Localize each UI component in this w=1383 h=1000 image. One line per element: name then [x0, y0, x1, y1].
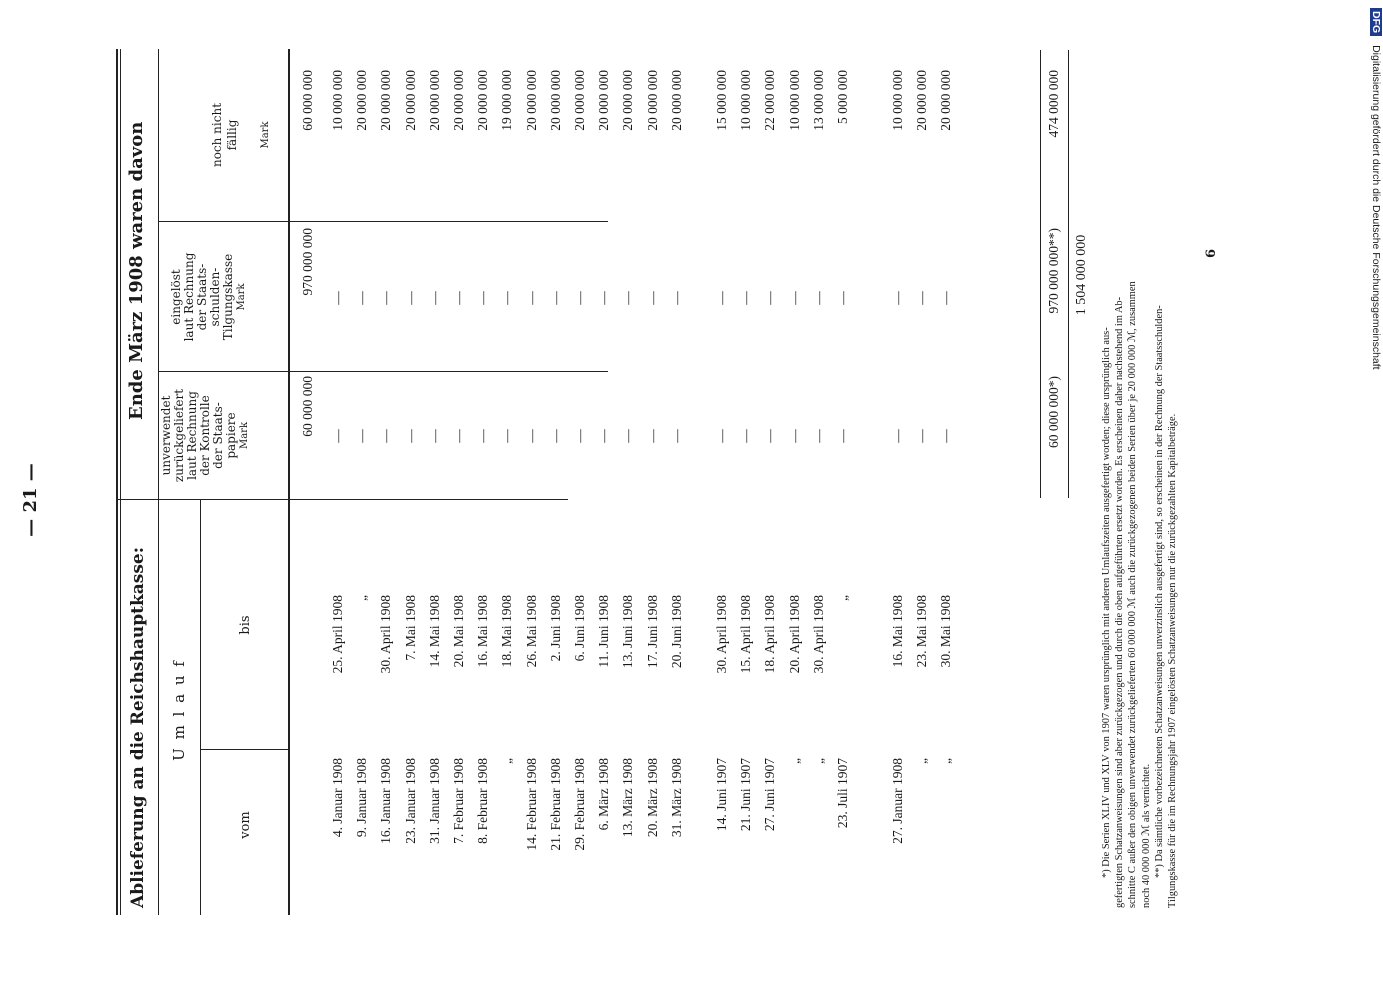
cell-eingeloest: —: [914, 291, 930, 305]
cell-nicht-faellig: 20 000 000: [426, 70, 442, 131]
cell-nicht-faellig: 10 000 000: [738, 70, 754, 131]
cell-bis: 14. Mai 1908: [426, 595, 442, 668]
cell-unverwendet: —: [426, 429, 442, 443]
cell-unverwendet: —: [596, 429, 612, 443]
cell-nicht-faellig: 13 000 000: [810, 70, 826, 131]
cell-vom: 16. Januar 1908: [378, 758, 394, 844]
cell-bis: 20. Mai 1908: [451, 595, 466, 668]
footnote-2a: **) Da sämtliche vorbezeichneten Schatzanweisungen unverzinslich ausgefertigt sind, so erscheinen in der Rechnung der Staatsschulden-: [1153, 305, 1165, 878]
cell-nicht-faellig: 20 000 000: [620, 70, 636, 131]
cell-unverwendet: —: [786, 429, 802, 443]
cell-unverwendet: —: [938, 429, 954, 443]
grand-total: 1 504 000 000: [1074, 234, 1089, 316]
cell-nicht-faellig: 10 000 000: [786, 70, 802, 131]
cell-eingeloest: —: [668, 291, 684, 305]
cell-nicht-faellig: 10 000 000: [890, 70, 905, 131]
cell-vom: 6. März 1908: [596, 758, 612, 831]
cell-unverwendet: —: [835, 429, 850, 443]
cell-vom: 14. Februar 1908: [523, 758, 539, 851]
cell-eingeloest: —: [426, 291, 442, 305]
cell-eingeloest: —: [938, 291, 954, 305]
footnote-1d: noch 40 000 000 ℳ als vernichtet.: [1140, 763, 1152, 908]
cell-bis: 26. Mai 1908: [523, 595, 539, 668]
top-rule-thin: [120, 49, 121, 915]
cell-vom: „: [938, 758, 954, 764]
cell-unverwendet: —: [738, 429, 754, 443]
cell-eingeloest: —: [644, 291, 660, 305]
cell-vom: „: [914, 758, 930, 764]
cell-unverwendet: —: [762, 429, 778, 443]
cell-unverwendet: —: [810, 429, 826, 443]
cell-eingeloest: —: [330, 291, 345, 305]
cell-eingeloest: —: [738, 291, 754, 305]
cell-nicht-faellig: 20 000 000: [378, 70, 394, 131]
total-eingeloest: 970 000 000**): [1046, 228, 1061, 314]
cell-nicht-faellig: 20 000 000: [596, 70, 612, 131]
cell-eingeloest: —: [714, 291, 729, 305]
cell-bis: 13. Juni 1908: [620, 595, 636, 669]
top-rule: [116, 49, 118, 915]
cell-eingeloest: —: [835, 291, 850, 305]
cell-eingeloest: —: [499, 291, 515, 305]
col-nicht-faellig-header: noch nicht fällig Mark: [210, 102, 271, 168]
total-nicht-faellig: 474 000 000: [1046, 70, 1061, 138]
bis-label: bis: [238, 615, 253, 635]
cell-bis: 23. Mai 1908: [914, 595, 930, 668]
footnote-1c: schnitte C außer den obigen unverwendet zurückgelieferten 60 000 000 ℳ auch die zurückgezogenen beiden Serien über je 20 000 000 ℳ, zusammen: [1127, 281, 1139, 908]
cell-unverwendet: —: [668, 429, 684, 443]
cell-unverwendet: —: [354, 429, 370, 443]
page-number-row: — 21 —: [20, 463, 41, 537]
vom-label: vom: [238, 811, 253, 839]
cell-nicht-faellig: 20 000 000: [914, 70, 930, 131]
cell-vom: 8. Februar 1908: [475, 758, 491, 844]
cell-nicht-faellig: 20 000 000: [668, 70, 684, 131]
cell-eingeloest: —: [402, 291, 418, 305]
cell-vom: 23. Juli 1907: [835, 758, 850, 829]
cell-eingeloest: —: [620, 291, 636, 305]
cell-bis: 15. April 1908: [738, 595, 754, 674]
cell-bis: 20. Juni 1908: [668, 595, 684, 669]
cell-eingeloest: —: [890, 291, 905, 305]
cell-vom: „: [786, 758, 802, 764]
header-bottom-rule: [288, 49, 290, 915]
dfg-sidebar: [1362, 8, 1382, 980]
page-number: 21: [20, 487, 41, 513]
cell-nicht-faellig: 20 000 000: [547, 70, 563, 131]
cell-nicht-faellig: 5 000 000: [835, 70, 850, 124]
umlauf-rule: [200, 500, 201, 915]
cell-eingeloest: —: [354, 291, 370, 305]
total-unverwendet: 60 000 000*): [1046, 376, 1061, 448]
cell-bis: 30. April 1908: [714, 595, 729, 674]
cell-vom: 4. Januar 1908: [330, 758, 345, 838]
cell-unverwendet: —: [620, 429, 636, 443]
cell-bis: 11. Juni 1908: [596, 595, 612, 668]
cell-nicht-faellig: 20 000 000: [475, 70, 491, 131]
cell-bis: 7. Mai 1908: [402, 595, 418, 661]
cell-vom: 29. Februar 1908: [572, 758, 587, 851]
cell-nicht-faellig: 15 000 000: [714, 70, 729, 131]
cell-vom: 9. Januar 1908: [354, 758, 370, 838]
cell-bis: 18. April 1908: [762, 595, 778, 674]
cell-eingeloest: —: [786, 291, 802, 305]
cell-vom: 21. Juni 1907: [738, 758, 754, 832]
footnote-2b: Tilgungskasse für die im Rechnungsjahr 1907 eingelösten Schatzanweisungen nur die zurückgezahlten Kapitalbeträge.: [1167, 413, 1179, 908]
cell-unverwendet: —: [402, 429, 418, 443]
cell-vom: 23. Januar 1908: [402, 758, 418, 844]
totals-bottom-rule: [1068, 50, 1069, 498]
col-eingeloest-header: eingelöst laut Rechnung der Staats- schulden- Tilgungskasse Mark: [169, 252, 247, 342]
cell-vom: 27. Januar 1908: [890, 758, 905, 844]
cell-bis: 2. Juni 1908: [547, 595, 563, 662]
cell-bis: 25. April 1908: [330, 595, 345, 674]
cell-nicht-faellig: 20 000 000: [938, 70, 954, 131]
cell-unverwendet: —: [890, 429, 905, 443]
dfg-text: Digitalisierung gefördert durch die Deutsche Forschungsgemeinschaft: [1370, 45, 1382, 370]
first-row-nicht-faellig: 60 000 000: [300, 70, 315, 131]
cell-nicht-faellig: 22 000 000: [762, 70, 778, 131]
cell-vom: 21. Februar 1908: [547, 758, 563, 851]
cell-eingeloest: —: [451, 291, 466, 305]
cell-unverwendet: —: [572, 429, 587, 443]
cell-eingeloest: —: [572, 291, 587, 305]
cell-unverwendet: —: [330, 429, 345, 443]
left-title: Ablieferung an die Reichshauptkasse:: [128, 547, 148, 908]
cell-unverwendet: —: [644, 429, 660, 443]
cell-nicht-faellig: 10 000 000: [330, 70, 345, 131]
cell-vom: 14. Juni 1907: [714, 758, 729, 832]
cell-bis: „: [354, 595, 370, 601]
totals-rule: [1040, 50, 1041, 498]
cell-vom: „: [499, 758, 515, 764]
footnote-1a: *) Die Serien XLIV und XLV von 1907 waren ursprünglich mit anderen Umlaufszeiten ausgefertigt worden; diese ursprünglich aus-: [1101, 327, 1112, 878]
cell-vom: 13. März 1908: [620, 758, 636, 838]
cell-vom: 20. März 1908: [644, 758, 660, 838]
cell-vom: 31. Januar 1908: [426, 758, 442, 844]
cell-unverwendet: —: [547, 429, 563, 443]
cell-vom: 7. Februar 1908: [451, 758, 466, 844]
cell-vom: 27. Juni 1907: [762, 758, 778, 832]
cell-eingeloest: —: [547, 291, 563, 305]
cell-bis: „: [835, 595, 850, 601]
cell-unverwendet: —: [714, 429, 729, 443]
vrule-sub2: [158, 221, 608, 222]
header-mid-rule: [158, 49, 159, 915]
vrule-sub1: [158, 371, 608, 372]
col-unverwendet-header: unverwendet zurückgeliefert laut Rechnung der Kontrolle der Staats- papiere Mark: [159, 388, 250, 483]
cell-unverwendet: —: [523, 429, 539, 443]
cell-nicht-faellig: 20 000 000: [644, 70, 660, 131]
cell-eingeloest: —: [378, 291, 394, 305]
cell-nicht-faellig: 19 000 000: [499, 70, 515, 131]
cell-nicht-faellig: 20 000 000: [354, 70, 370, 131]
cell-vom: „: [810, 758, 826, 764]
cell-bis: 30. April 1908: [378, 595, 394, 674]
cell-nicht-faellig: 20 000 000: [451, 70, 466, 131]
cell-bis: 30. April 1908: [810, 595, 826, 674]
cell-bis: 20. April 1908: [786, 595, 802, 674]
cell-unverwendet: —: [914, 429, 930, 443]
cell-nicht-faellig: 20 000 000: [402, 70, 418, 131]
cell-eingeloest: —: [523, 291, 539, 305]
vrule-left-right: [118, 499, 568, 500]
cell-bis: 16. Mai 1908: [475, 595, 491, 668]
footnote-1b: gefertigten Schatzanweisungen sind aber zurückgezogen und durch die oben aufgeführten ersetzt worden. Es erscheinen daher nachstehend im Ab-: [1114, 296, 1126, 908]
cell-unverwendet: —: [475, 429, 491, 443]
cell-unverwendet: —: [451, 429, 466, 443]
cell-nicht-faellig: 20 000 000: [572, 70, 587, 131]
cell-unverwendet: —: [378, 429, 394, 443]
first-row-unverwendet: 60 000 000: [300, 376, 315, 437]
first-row-eingeloest: 970 000 000: [300, 228, 315, 296]
cell-nicht-faellig: 20 000 000: [523, 70, 539, 131]
right-title: Ende März 1908 waren davon: [126, 121, 147, 420]
cell-eingeloest: —: [762, 291, 778, 305]
cell-eingeloest: —: [596, 291, 612, 305]
cell-eingeloest: —: [475, 291, 491, 305]
umlauf-label: U m l a u f: [170, 659, 188, 761]
cell-bis: 30. Mai 1908: [938, 595, 954, 668]
cell-vom: 31. März 1908: [668, 758, 684, 838]
dfg-logo: DFG: [1370, 8, 1382, 36]
footnotes: [1100, 28, 1179, 908]
cell-bis: 16. Mai 1908: [890, 595, 905, 668]
cell-bis: 17. Juni 1908: [644, 595, 660, 669]
cell-eingeloest: —: [810, 291, 826, 305]
cell-bis: 6. Juni 1908: [572, 595, 587, 662]
signature-mark: 6: [1204, 248, 1219, 258]
cell-bis: 18. Mai 1908: [499, 595, 515, 668]
cell-unverwendet: —: [499, 429, 515, 443]
